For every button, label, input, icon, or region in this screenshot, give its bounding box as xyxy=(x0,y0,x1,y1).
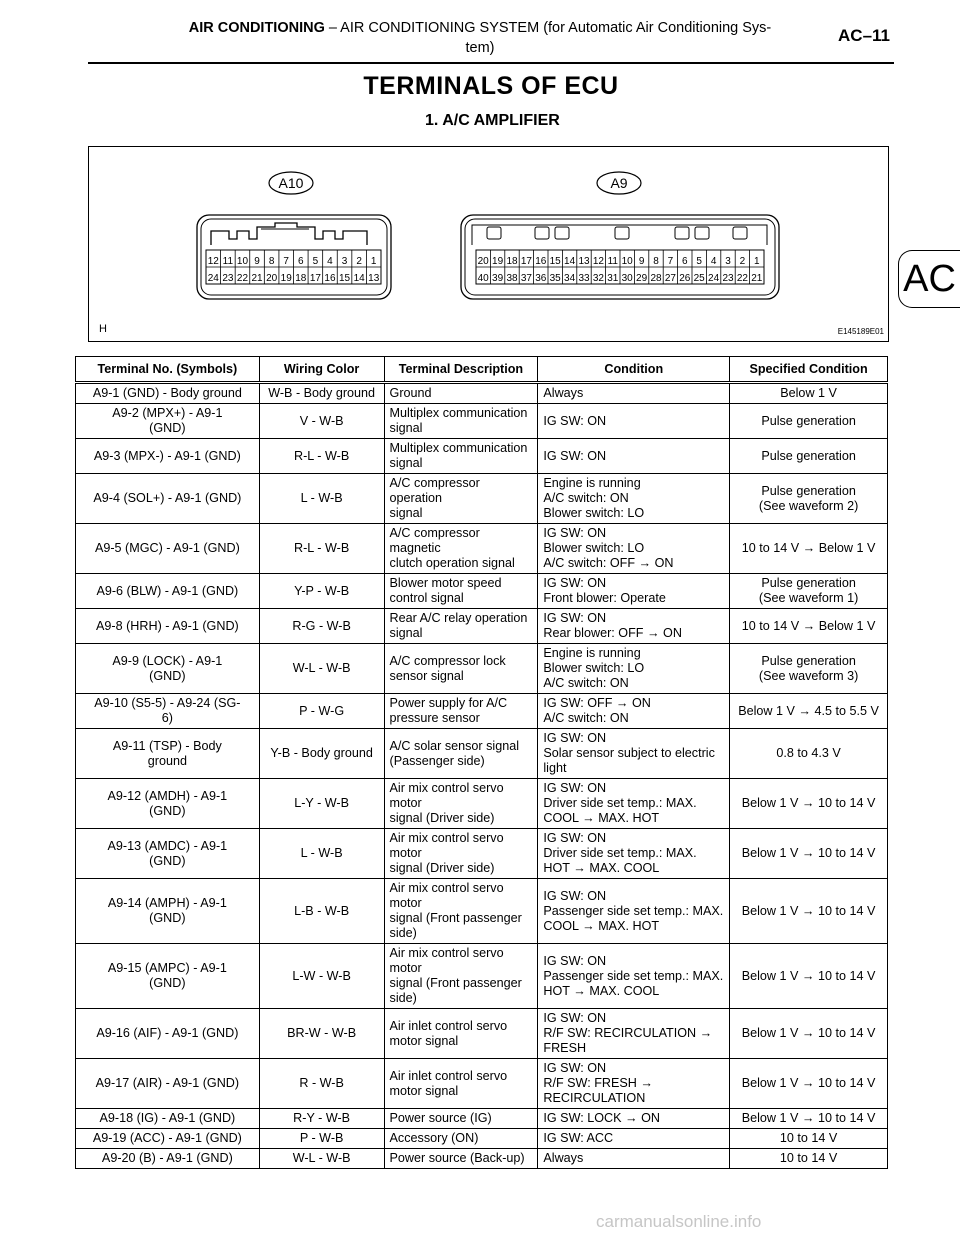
a9-pin-12: 12 xyxy=(592,256,604,267)
table-row xyxy=(76,474,888,524)
a9-pin-18: 18 xyxy=(506,256,518,267)
terminal-table xyxy=(75,356,888,1169)
a9-pin-8: 8 xyxy=(653,256,659,267)
a9-pin-10: 10 xyxy=(621,256,633,267)
a9-pin-37: 37 xyxy=(520,273,532,284)
col-header-specified: Specified Condition xyxy=(730,357,888,383)
terminal-cell: A9-6 (BLW) - A9-1 (GND) xyxy=(76,574,260,609)
condition-cell: IG SW: ON xyxy=(538,404,730,439)
connector-a10 xyxy=(197,215,391,299)
a10-pin-11: 11 xyxy=(222,256,234,267)
a10-pin-3: 3 xyxy=(341,256,348,267)
col-header-condition: Condition xyxy=(538,357,730,383)
page-title: TERMINALS OF ECU xyxy=(363,72,619,100)
wiring-color-cell: Y-B - Body ground xyxy=(259,729,384,779)
description-cell: Power source (IG) xyxy=(384,1109,538,1129)
col-header-description: Terminal Description xyxy=(384,357,538,383)
a9-pin-34: 34 xyxy=(564,273,576,284)
terminal-cell: A9-11 (TSP) - Body ground xyxy=(76,729,260,779)
condition-cell: IG SW: ON Driver side set temp.: MAX. COOL → MAX. HOT xyxy=(538,779,730,829)
condition-cell: IG SW: ON Front blower: Operate xyxy=(538,574,730,609)
a9-pin-28: 28 xyxy=(650,273,662,284)
condition-cell: IG SW: ON Rear blower: OFF → ON xyxy=(538,609,730,644)
a9-pin-25: 25 xyxy=(693,273,705,284)
table-row xyxy=(76,694,888,729)
a10-pin-10: 10 xyxy=(236,256,249,267)
a9-pin-26: 26 xyxy=(679,273,691,284)
a10-pin-18: 18 xyxy=(295,273,307,284)
col-header-wiring-color: Wiring Color xyxy=(259,357,384,383)
page-header xyxy=(88,14,894,64)
specified-condition-cell: Below 1 V xyxy=(730,383,888,404)
a9-pin-40: 40 xyxy=(477,273,489,284)
a10-pin-6: 6 xyxy=(298,256,304,267)
a9-pin-2: 2 xyxy=(739,256,746,267)
a10-pin-22: 22 xyxy=(236,273,249,284)
specified-condition-cell: Pulse generation (See waveform 2) xyxy=(730,474,888,524)
terminal-cell: A9-15 (AMPC) - A9-1 (GND) xyxy=(76,944,260,1009)
a9-pin-14: 14 xyxy=(564,256,576,267)
a9-pin-6: 6 xyxy=(682,256,688,267)
a9-pin-29: 29 xyxy=(636,273,648,284)
header-title-rest: – AIR CONDITIONING SYSTEM (for Automatic Air Conditioning Sys- xyxy=(324,20,772,36)
a9-pin-22: 22 xyxy=(736,273,748,284)
a9-pin-13: 13 xyxy=(578,256,590,267)
specified-condition-cell: Below 1 V → 10 to 14 V xyxy=(730,1059,888,1109)
specified-condition-cell: 10 to 14 V → Below 1 V xyxy=(730,524,888,574)
connector-figure xyxy=(88,146,889,342)
condition-cell: IG SW: LOCK → ON xyxy=(538,1109,730,1129)
terminal-cell: A9-13 (AMDC) - A9-1 (GND) xyxy=(76,829,260,879)
a9-pin-19: 19 xyxy=(492,256,504,267)
wiring-color-cell: V - W-B xyxy=(259,404,384,439)
wiring-color-cell: R - W-B xyxy=(259,1059,384,1109)
section-tab: AC xyxy=(898,250,960,308)
terminal-cell: A9-14 (AMPH) - A9-1 (GND) xyxy=(76,879,260,944)
a9-pin-1: 1 xyxy=(754,256,760,267)
terminal-cell: A9-8 (HRH) - A9-1 (GND) xyxy=(76,609,260,644)
a10-label: A10 xyxy=(278,175,304,191)
table-row xyxy=(76,404,888,439)
condition-cell: IG SW: ON Solar sensor subject to electric light xyxy=(538,729,730,779)
condition-cell: IG SW: OFF → ON A/C switch: ON xyxy=(538,694,730,729)
description-cell: Multiplex communication signal xyxy=(384,404,538,439)
a10-pin-5: 5 xyxy=(312,256,319,267)
a9-pin-21: 21 xyxy=(751,273,763,284)
wiring-color-cell: P - W-G xyxy=(259,694,384,729)
table-row xyxy=(76,779,888,829)
description-cell: Air mix control servo motor signal (Front passenger side) xyxy=(384,944,538,1009)
specified-condition-cell: 10 to 14 V xyxy=(730,1149,888,1169)
a9-pin-15: 15 xyxy=(549,256,561,267)
specified-condition-cell: Below 1 V → 10 to 14 V xyxy=(730,779,888,829)
table-row xyxy=(76,383,888,404)
connector-a9 xyxy=(461,215,779,299)
a9-pin-20: 20 xyxy=(477,256,489,267)
table-header-row xyxy=(76,357,888,383)
a9-pin-31: 31 xyxy=(607,273,619,284)
condition-cell: IG SW: ON Passenger side set temp.: MAX. HOT → MAX. COOL xyxy=(538,944,730,1009)
terminal-cell: A9-20 (B) - A9-1 (GND) xyxy=(76,1149,260,1169)
a10-pin-16: 16 xyxy=(324,273,336,284)
description-cell: A/C compressor operation signal xyxy=(384,474,538,524)
a9-pin-32: 32 xyxy=(592,273,604,284)
specified-condition-cell: Pulse generation (See waveform 3) xyxy=(730,644,888,694)
a9-pin-9: 9 xyxy=(638,256,645,267)
a9-label: A9 xyxy=(610,175,628,191)
connector-diagram xyxy=(89,147,890,343)
description-cell: Air mix control servo motor signal (Driver side) xyxy=(384,779,538,829)
a9-pin-39: 39 xyxy=(492,273,504,284)
a10-pin-13: 13 xyxy=(368,273,380,284)
wiring-color-cell: L-W - W-B xyxy=(259,944,384,1009)
table-row xyxy=(76,1009,888,1059)
a9-pin-24: 24 xyxy=(708,273,720,284)
table-row xyxy=(76,944,888,1009)
table-row xyxy=(76,524,888,574)
terminal-cell: A9-17 (AIR) - A9-1 (GND) xyxy=(76,1059,260,1109)
a10-pin-19: 19 xyxy=(280,273,292,284)
description-cell: A/C solar sensor signal (Passenger side) xyxy=(384,729,538,779)
col-header-terminal: Terminal No. (Symbols) xyxy=(76,357,260,383)
description-cell: Air inlet control servo motor signal xyxy=(384,1009,538,1059)
specified-condition-cell: Below 1 V → 4.5 to 5.5 V xyxy=(730,694,888,729)
table-row xyxy=(76,609,888,644)
a10-pin-23: 23 xyxy=(222,273,234,284)
condition-cell: IG SW: ON Driver side set temp.: MAX. HOT → MAX. COOL xyxy=(538,829,730,879)
specified-condition-cell: Below 1 V → 10 to 14 V xyxy=(730,1109,888,1129)
terminal-cell: A9-18 (IG) - A9-1 (GND) xyxy=(76,1109,260,1129)
condition-cell: Always xyxy=(538,1149,730,1169)
table-row xyxy=(76,1129,888,1149)
condition-cell: Always xyxy=(538,383,730,404)
specified-condition-cell: Below 1 V → 10 to 14 V xyxy=(730,829,888,879)
wiring-color-cell: L - W-B xyxy=(259,829,384,879)
table-row xyxy=(76,439,888,474)
a10-pin-8: 8 xyxy=(268,256,275,267)
terminal-cell: A9-10 (S5-5) - A9-24 (SG- 6) xyxy=(76,694,260,729)
wiring-color-cell: W-L - W-B xyxy=(259,644,384,694)
a10-pin-24: 24 xyxy=(207,273,219,284)
terminal-cell: A9-16 (AIF) - A9-1 (GND) xyxy=(76,1009,260,1059)
a10-pin-7: 7 xyxy=(283,256,289,267)
wiring-color-cell: R-Y - W-B xyxy=(259,1109,384,1129)
wiring-color-cell: R-L - W-B xyxy=(259,439,384,474)
a9-pin-7: 7 xyxy=(667,256,674,267)
specified-condition-cell: Pulse generation (See waveform 1) xyxy=(730,574,888,609)
terminal-cell: A9-1 (GND) - Body ground xyxy=(76,383,260,404)
a9-pin-36: 36 xyxy=(535,273,547,284)
wiring-color-cell: W-L - W-B xyxy=(259,1149,384,1169)
a10-pin-21: 21 xyxy=(251,273,263,284)
wiring-color-cell: R-L - W-B xyxy=(259,524,384,574)
condition-cell: Engine is running A/C switch: ON Blower switch: LO xyxy=(538,474,730,524)
a10-pin-20: 20 xyxy=(266,273,278,284)
terminal-cell: A9-19 (ACC) - A9-1 (GND) xyxy=(76,1129,260,1149)
wiring-color-cell: BR-W - W-B xyxy=(259,1009,384,1059)
condition-cell: IG SW: ON R/F SW: RECIRCULATION → FRESH xyxy=(538,1009,730,1059)
wiring-color-cell: R-G - W-B xyxy=(259,609,384,644)
wiring-color-cell: W-B - Body ground xyxy=(259,383,384,404)
watermark: carmanualsonline.info xyxy=(596,1212,762,1231)
a10-pin-14: 14 xyxy=(353,273,365,284)
description-cell: Multiplex communication signal xyxy=(384,439,538,474)
description-cell: Accessory (ON) xyxy=(384,1129,538,1149)
condition-cell: IG SW: ON R/F SW: FRESH → RECIRCULATION xyxy=(538,1059,730,1109)
a10-pin-1: 1 xyxy=(370,256,377,267)
table-row xyxy=(76,644,888,694)
description-cell: Air mix control servo motor signal (Driver side) xyxy=(384,829,538,879)
specified-condition-cell: Below 1 V → 10 to 14 V xyxy=(730,1009,888,1059)
specified-condition-cell: 10 to 14 V xyxy=(730,1129,888,1149)
wiring-color-cell: L - W-B xyxy=(259,474,384,524)
wiring-color-cell: L-B - W-B xyxy=(259,879,384,944)
condition-cell: IG SW: ON Passenger side set temp.: MAX. COOL → MAX. HOT xyxy=(538,879,730,944)
table-row xyxy=(76,1059,888,1109)
a9-pin-5: 5 xyxy=(696,256,702,267)
header-title-bold: AIR CONDITIONING xyxy=(188,20,325,36)
header-title-line2: tem) xyxy=(465,40,495,56)
figure-code: E145189E01 xyxy=(837,327,884,336)
condition-cell: IG SW: ON xyxy=(538,439,730,474)
a9-pin-23: 23 xyxy=(722,273,734,284)
description-cell: Air inlet control servo motor signal xyxy=(384,1059,538,1109)
a9-pin-33: 33 xyxy=(578,273,590,284)
description-cell: A/C compressor lock sensor signal xyxy=(384,644,538,694)
table-row xyxy=(76,1149,888,1169)
table-row xyxy=(76,1109,888,1129)
terminal-cell: A9-4 (SOL+) - A9-1 (GND) xyxy=(76,474,260,524)
table-row xyxy=(76,574,888,609)
a10-pin-2: 2 xyxy=(356,256,362,267)
terminal-cell: A9-2 (MPX+) - A9-1 (GND) xyxy=(76,404,260,439)
description-cell: Power supply for A/C pressure sensor xyxy=(384,694,538,729)
a9-pin-3: 3 xyxy=(725,256,731,267)
condition-cell: Engine is running Blower switch: LO A/C switch: ON xyxy=(538,644,730,694)
a9-pin-30: 30 xyxy=(621,273,633,284)
condition-cell: IG SW: ACC xyxy=(538,1129,730,1149)
table-row xyxy=(76,829,888,879)
table-row xyxy=(76,879,888,944)
specified-condition-cell: Below 1 V → 10 to 14 V xyxy=(730,879,888,944)
a10-pin-15: 15 xyxy=(338,273,351,284)
terminal-cell: A9-12 (AMDH) - A9-1 (GND) xyxy=(76,779,260,829)
a9-pin-38: 38 xyxy=(506,273,518,284)
description-cell: Air mix control servo motor signal (Front passenger side) xyxy=(384,879,538,944)
specified-condition-cell: Pulse generation xyxy=(730,404,888,439)
description-cell: Power source (Back-up) xyxy=(384,1149,538,1169)
a10-pin-9: 9 xyxy=(254,256,260,267)
a9-pin-4: 4 xyxy=(710,256,717,267)
specified-condition-cell: 10 to 14 V → Below 1 V xyxy=(730,609,888,644)
wiring-color-cell: L-Y - W-B xyxy=(259,779,384,829)
specified-condition-cell: Below 1 V → 10 to 14 V xyxy=(730,944,888,1009)
section-title: 1. A/C AMPLIFIER xyxy=(425,112,560,129)
table-row xyxy=(76,729,888,779)
terminal-cell: A9-3 (MPX-) - A9-1 (GND) xyxy=(76,439,260,474)
terminal-cell: A9-9 (LOCK) - A9-1 (GND) xyxy=(76,644,260,694)
wiring-color-cell: Y-P - W-B xyxy=(259,574,384,609)
a9-pin-11: 11 xyxy=(607,256,618,267)
terminal-cell: A9-5 (MGC) - A9-1 (GND) xyxy=(76,524,260,574)
specified-condition-cell: 0.8 to 4.3 V xyxy=(730,729,888,779)
a10-pin-12: 12 xyxy=(207,256,219,267)
description-cell: Blower motor speed control signal xyxy=(384,574,538,609)
specified-condition-cell: Pulse generation xyxy=(730,439,888,474)
a9-pin-16: 16 xyxy=(535,256,547,267)
a9-pin-17: 17 xyxy=(520,256,532,267)
a9-pin-27: 27 xyxy=(664,273,676,284)
wiring-color-cell: P - W-B xyxy=(259,1129,384,1149)
condition-cell: IG SW: ON Blower switch: LO A/C switch: OFF → ON xyxy=(538,524,730,574)
a10-pin-17: 17 xyxy=(309,273,321,284)
description-cell: Ground xyxy=(384,383,538,404)
description-cell: Rear A/C relay operation signal xyxy=(384,609,538,644)
figure-corner-label: H xyxy=(99,323,107,335)
description-cell: A/C compressor magnetic clutch operation signal xyxy=(384,524,538,574)
page-number: AC–11 xyxy=(838,26,890,45)
a9-pin-35: 35 xyxy=(549,273,561,284)
header-title xyxy=(150,18,810,58)
a10-pin-4: 4 xyxy=(327,256,333,267)
